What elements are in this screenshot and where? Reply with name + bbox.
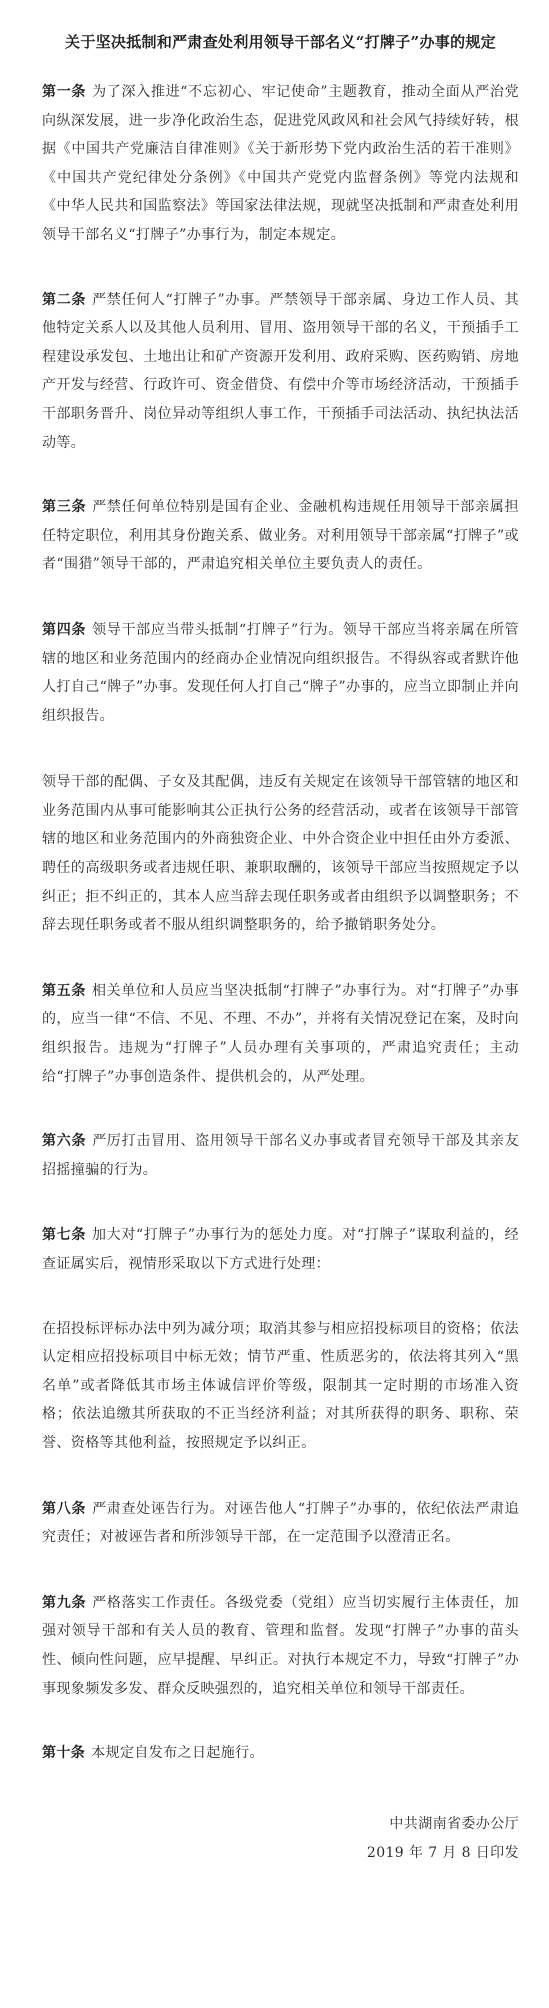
article-6 [42,1127,519,1184]
article-7-continued [42,1315,519,1458]
article-number: 第三条 [42,499,87,516]
article-4-continued [42,768,519,940]
article-text: 本规定自发布之日起施行。 [91,1745,265,1762]
signature-block [42,1810,519,1868]
article-8 [42,1495,519,1552]
article-number: 第十条 [42,1745,86,1762]
article-10 [42,1739,519,1768]
article-7 [42,1221,519,1278]
article-number: 第六条 [42,1133,87,1150]
article-number: 第七条 [42,1227,86,1244]
article-5 [42,977,519,1091]
article-text: 严格落实工作责任。各级党委（党组）应当切实履行主体责任，加强对领导干部和有关人员的教育、管理和监督。发现“打牌子”办事的苗头性、倾向性问题，应早提醒、早纠正。对执行本规定不力，导致“打牌子”办事现象频发多发、群众反映强烈的，追究相关单位和领导干部责任。 [42,1594,519,1697]
article-text: 在招投标评标办法中列为减分项；取消其参与相应招投标项目的资格；依法认定相应招投标项目中标无效；情节严重、性质恶劣的，依法将其列入“黑名单”或者降低其市场主体诚信评价等级，限制其一定时期的市场准入资格；依法追缴其所获取的不正当经济利益；对其所获得的职务、职称、荣誉、资格等其他利益，按照规定予以纠正。 [42,1320,519,1451]
article-text: 为了深入推进“不忘初心、牢记使命”主题教育，推动全面从严治党向纵深发展，进一步净化政治生态，促进党风政风和社会风气持续好转，根据《中国共产党廉洁自律准则》《关于新形势下党内政治生活的若干准则》《中国共产党纪律处分条例》《中国共产党党内监督条例》等党内法规和《中华人民共和国监察法》等国家法律法规，现就坚决抵制和严肃查处利用领导干部名义“打牌子”办事行为，制定本规定。 [42,84,519,243]
article-number: 第二条 [42,291,87,308]
article-number: 第四条 [42,621,87,638]
article-text: 严肃查处诬告行为。对诬告他人“打牌子”办事的，依纪依法严肃追究责任；对被诬告者和所涉领导干部，在一定范围予以澄清正名。 [42,1500,519,1546]
article-4 [42,616,519,730]
article-number: 第一条 [42,84,87,100]
issuer-name: 中共湖南省委办公厅 [389,1815,519,1832]
article-9 [42,1589,519,1703]
article-1 [42,78,519,250]
article-number: 第五条 [42,982,86,999]
article-text: 严禁任何单位特别是国有企业、金融机构违规任用领导干部亲属担任特定职位，利用其身份跑关系、做业务。对利用领导干部亲属“打牌子”或者“围猎”领导干部的，严肃追究相关单位主要负责人的责任。 [42,499,519,573]
article-text: 严禁任何人“打牌子”办事。严禁领导干部亲属、身边工作人员、其他特定关系人以及其他人员利用、冒用、盗用领导干部的名义，干预插手工程建设承发包、土地出让和矿产资源开发利用、政府采购、医药购销、房地产开发与经营、行政许可、资金借贷、有偿中介等市场经济活动，干预插手干部职务晋升、岗位异动等组织人事工作，干预插手司法活动、执纪执法活动等。 [42,291,519,451]
document-title: 关于坚决抵制和严肃查处利用领导干部名义“打牌子”办事的规定 [65,33,496,51]
article-text: 加大对“打牌子”办事行为的惩处力度。对“打牌子”谋取利益的，经查证属实后，视情形采取以下方式进行处理： [42,1227,519,1272]
article-text: 严厉打击冒用、盗用领导干部名义办事或者冒充领导干部及其亲友招摇撞骗的行为。 [42,1133,519,1178]
article-text: 领导干部的配偶、子女及其配偶，违反有关规定在该领导干部管辖的地区和业务范围内从事可能影响其公正执行公务的经营活动，或者在该领导干部管辖的地区和业务范围内的外商独资企业、中外合资企业中担任由外方委派、聘任的高级职务或者违规任职、兼职取酬的，该领导干部应当按照规定予以纠正；拒不纠正的，其本人应当辞去现任职务或者由组织予以调整职务；不辞去现任职务或者不服从组织调整职务的，给予撤销职务处分。 [42,774,519,934]
article-3 [42,493,519,579]
article-number: 第九条 [42,1594,87,1611]
issue-date: 2019 年 7 月 8 日印发 [366,1844,519,1861]
article-text: 领导干部应当带头抵制“打牌子”行为。领导干部应当将亲属在所管辖的地区和业务范围内的经商办企业情况向组织报告。不得纵容或者默许他人打自己“牌子”办事。发现任何人打自己“牌子”办事的，应当立即制止并向组织报告。 [42,621,519,724]
article-2 [42,286,519,458]
article-text: 相关单位和人员应当坚决抵制“打牌子”办事行为。对“打牌子”办事的，应当一律“不信、不见、不理、不办”，并将有关情况登记在案，及时向组织报告。违规为“打牌子”人员办理有关事项的，严肃追究责任；主动给“打牌子”办事创造条件、提供机会的，从严处理。 [42,982,519,1085]
article-number: 第八条 [42,1500,87,1517]
